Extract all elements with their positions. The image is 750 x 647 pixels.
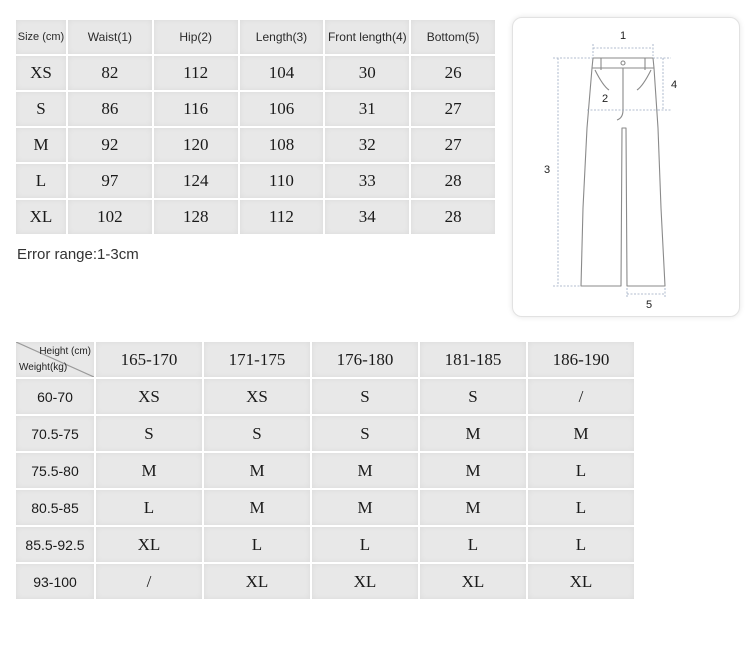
size-cell: S	[312, 379, 418, 414]
size-cell: M	[204, 453, 310, 488]
dimension-label-front-length: 4	[671, 79, 678, 91]
table-cell: 28	[411, 200, 495, 234]
dimension-label-bottom: 5	[646, 299, 653, 311]
table-cell: 92	[68, 128, 152, 162]
size-cell: L	[528, 490, 634, 525]
table-cell: 34	[325, 200, 409, 234]
size-cell: M	[96, 453, 202, 488]
dimension-label-waist: 1	[620, 30, 627, 42]
table-cell: 106	[240, 92, 324, 126]
height-range-header: 176-180	[312, 342, 418, 377]
pants-measurement-diagram	[512, 17, 740, 317]
table-cell: 86	[68, 92, 152, 126]
dimension-label-hip: 2	[602, 93, 609, 105]
column-header: Front length(4)	[325, 20, 409, 54]
weight-range-label: 75.5-80	[16, 453, 94, 488]
size-cell: XL	[312, 564, 418, 599]
size-cell: M	[420, 416, 526, 451]
error-range-note: Error range:1-3cm	[17, 246, 139, 263]
table-cell: 27	[411, 128, 495, 162]
size-cell: XL	[204, 564, 310, 599]
height-weight-fit-table	[14, 340, 636, 601]
size-cell: M	[528, 416, 634, 451]
size-label: XL	[16, 200, 66, 234]
size-cell: L	[204, 527, 310, 562]
size-cell: /	[96, 564, 202, 599]
size-chart-header-row	[16, 20, 495, 54]
height-range-header: 171-175	[204, 342, 310, 377]
table-cell: 110	[240, 164, 324, 198]
table-cell: 124	[154, 164, 238, 198]
pants-illustration	[513, 18, 739, 316]
table-cell: 120	[154, 128, 238, 162]
table-row	[16, 92, 495, 126]
weight-range-label: 80.5-85	[16, 490, 94, 525]
table-cell: 26	[411, 56, 495, 90]
size-label: XS	[16, 56, 66, 90]
height-range-header: 186-190	[528, 342, 634, 377]
table-cell: 104	[240, 56, 324, 90]
size-cell: XL	[420, 564, 526, 599]
size-cell: XL	[96, 527, 202, 562]
table-row	[16, 379, 634, 414]
column-header: Bottom(5)	[411, 20, 495, 54]
table-cell: 27	[411, 92, 495, 126]
fit-header-row	[16, 342, 634, 377]
size-cell: L	[528, 453, 634, 488]
table-cell: 28	[411, 164, 495, 198]
size-cell: L	[420, 527, 526, 562]
size-cell: M	[420, 453, 526, 488]
size-cell: M	[204, 490, 310, 525]
table-row	[16, 56, 495, 90]
size-cell: S	[420, 379, 526, 414]
size-label: L	[16, 164, 66, 198]
table-row	[16, 564, 634, 599]
weight-range-label: 70.5-75	[16, 416, 94, 451]
weight-range-label: 93-100	[16, 564, 94, 599]
size-cell: S	[312, 416, 418, 451]
size-chart-corner: Size (cm)	[16, 20, 66, 54]
table-cell: 102	[68, 200, 152, 234]
size-cell: XS	[96, 379, 202, 414]
size-label: M	[16, 128, 66, 162]
size-cell: XS	[204, 379, 310, 414]
table-cell: 112	[240, 200, 324, 234]
table-row	[16, 453, 634, 488]
size-cell: /	[528, 379, 634, 414]
column-header: Waist(1)	[68, 20, 152, 54]
table-row	[16, 128, 495, 162]
table-cell: 82	[68, 56, 152, 90]
size-cell: L	[312, 527, 418, 562]
height-range-header: 165-170	[96, 342, 202, 377]
height-range-header: 181-185	[420, 342, 526, 377]
table-cell: 33	[325, 164, 409, 198]
table-row	[16, 416, 634, 451]
table-row	[16, 490, 634, 525]
size-cell: S	[96, 416, 202, 451]
weight-range-label: 85.5-92.5	[16, 527, 94, 562]
size-cell: L	[528, 527, 634, 562]
size-cell: M	[312, 490, 418, 525]
table-cell: 108	[240, 128, 324, 162]
table-row	[16, 527, 634, 562]
column-header: Length(3)	[240, 20, 324, 54]
table-cell: 128	[154, 200, 238, 234]
weight-range-label: 60-70	[16, 379, 94, 414]
table-cell: 112	[154, 56, 238, 90]
table-cell: 97	[68, 164, 152, 198]
table-row	[16, 200, 495, 234]
size-cell: M	[312, 453, 418, 488]
size-chart-table	[14, 18, 497, 236]
dimension-label-length: 3	[544, 164, 551, 176]
height-axis-label: Height (cm)	[39, 346, 91, 357]
size-cell: M	[420, 490, 526, 525]
weight-axis-label: Weight(kg)	[19, 362, 68, 373]
column-header: Hip(2)	[154, 20, 238, 54]
size-cell: L	[96, 490, 202, 525]
size-cell: XL	[528, 564, 634, 599]
table-cell: 116	[154, 92, 238, 126]
table-row	[16, 164, 495, 198]
fit-table-corner	[16, 342, 94, 377]
size-label: S	[16, 92, 66, 126]
table-cell: 30	[325, 56, 409, 90]
table-cell: 31	[325, 92, 409, 126]
size-cell: S	[204, 416, 310, 451]
table-cell: 32	[325, 128, 409, 162]
